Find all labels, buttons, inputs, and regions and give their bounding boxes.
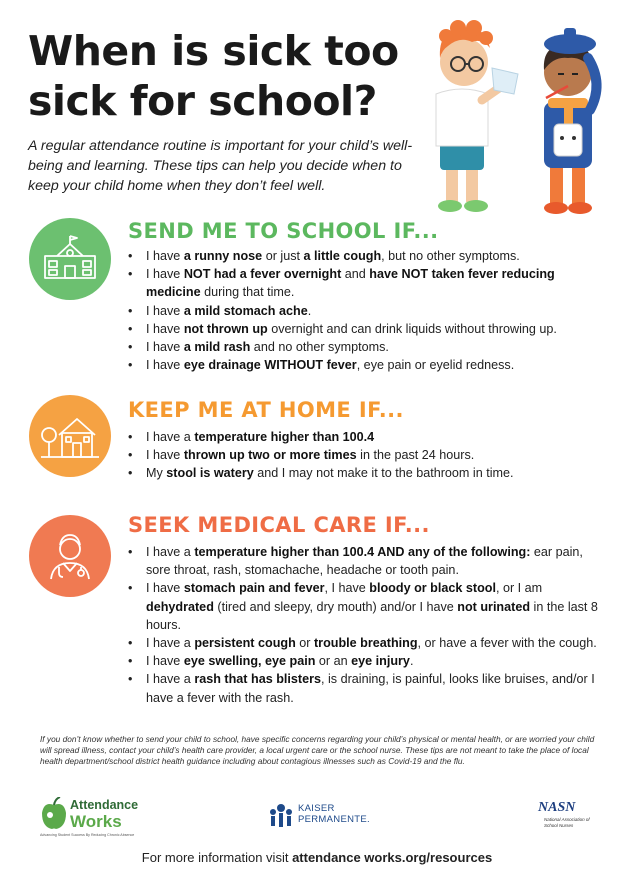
attendance-works-logo — [40, 795, 140, 841]
list-item: • I have eye swelling, eye pain or an eye injury. — [128, 652, 598, 670]
send-to-school-list — [128, 247, 598, 374]
list-item: • I have a temperature higher than 100.4 — [128, 428, 598, 446]
list-item: • I have thrown up two or more times in the past 24 hours. — [128, 446, 598, 464]
send-to-school-heading: SEND ME TO SCHOOL IF... — [128, 219, 439, 243]
kp-figure-icon — [268, 802, 294, 830]
attendance-works-line2: Works — [70, 812, 122, 831]
list-item: • My stool is watery and I may not make it to the bathroom in time. — [128, 464, 598, 482]
seek-medical-care-list — [128, 543, 598, 707]
feverish-child-figure — [544, 28, 597, 214]
keep-at-home-list — [128, 428, 598, 483]
disclaimer-text: If you don’t know whether to send your child to school, have specific concerns regarding your child’s physical or mental health, or are worried your child will spread illness, contact your child’s health care provider, a local urgent care or the school nurse. These tips are not meant to take the place of local health department/school district health guidance including about contagious illnesses such as Covid-19 and the flu. — [40, 734, 595, 767]
list-item: • I have a rash that has blisters, is draining, is painful, looks like bruises, and/or I have a fever with the rash. — [128, 670, 598, 706]
list-item: • I have stomach pain and fever, I have bloody or black stool, or I am dehydrated (tired and sleepy, dry mouth) and/or I have not urinated in the last 8 hours. — [128, 579, 598, 634]
footer-info — [0, 850, 634, 865]
list-item: • I have a persistent cough or trouble breathing, or have a fever with the cough. — [128, 634, 598, 652]
attendance-works-tagline: Advancing Student Success By Reducing Chronic Absence — [40, 833, 135, 837]
list-item: • I have a runny nose or just a little cough, but no other symptoms. — [128, 247, 598, 265]
school-building-icon — [29, 218, 111, 300]
sneezing-child-figure — [436, 20, 518, 212]
kaiser-line1: KAISER — [298, 803, 335, 814]
seek-medical-care-heading: SEEK MEDICAL CARE IF... — [128, 513, 430, 537]
nasn-logo — [532, 800, 592, 840]
footer-prefix: For more information visit — [141, 850, 293, 865]
footer-link[interactable]: attendance works.org/resources — [292, 850, 493, 865]
sick-kids-illustration — [432, 14, 612, 220]
nasn-subtitle: National Association of School Nurses — [544, 817, 590, 828]
list-item: • I have a temperature higher than 100.4 AND any of the following: ear pain, sore throat, rash, stomachache, headache or tooth pain. — [128, 543, 598, 579]
nasn-name: NASN — [538, 800, 576, 815]
kaiser-line2: PERMANENTE. — [298, 814, 370, 825]
list-item: • I have not thrown up overnight and can drink liquids without throwing up. — [128, 320, 598, 338]
keep-at-home-heading: KEEP ME AT HOME IF... — [128, 398, 404, 422]
apple-icon — [40, 797, 68, 831]
doctor-icon — [29, 515, 111, 597]
title-line-2: sick for school? — [28, 77, 377, 125]
page-title — [28, 26, 428, 126]
title-line-1: When is sick too — [28, 27, 399, 75]
kaiser-permanente-logo — [268, 800, 378, 834]
house-icon — [29, 395, 111, 477]
attendance-works-line1: Attendance — [70, 798, 139, 812]
list-item: • I have NOT had a fever overnight and have NOT taken fever reducing medicine during that time. — [128, 265, 598, 301]
list-item: • I have eye drainage WITHOUT fever, eye pain or eyelid redness. — [128, 356, 598, 374]
list-item: • I have a mild stomach ache. — [128, 302, 598, 320]
list-item: • I have a mild rash and no other symptoms. — [128, 338, 598, 356]
intro-text: A regular attendance routine is important for your child’s well-being and learning. These tips can help you decide when to keep your child home when they don’t feel well. — [28, 138, 413, 194]
